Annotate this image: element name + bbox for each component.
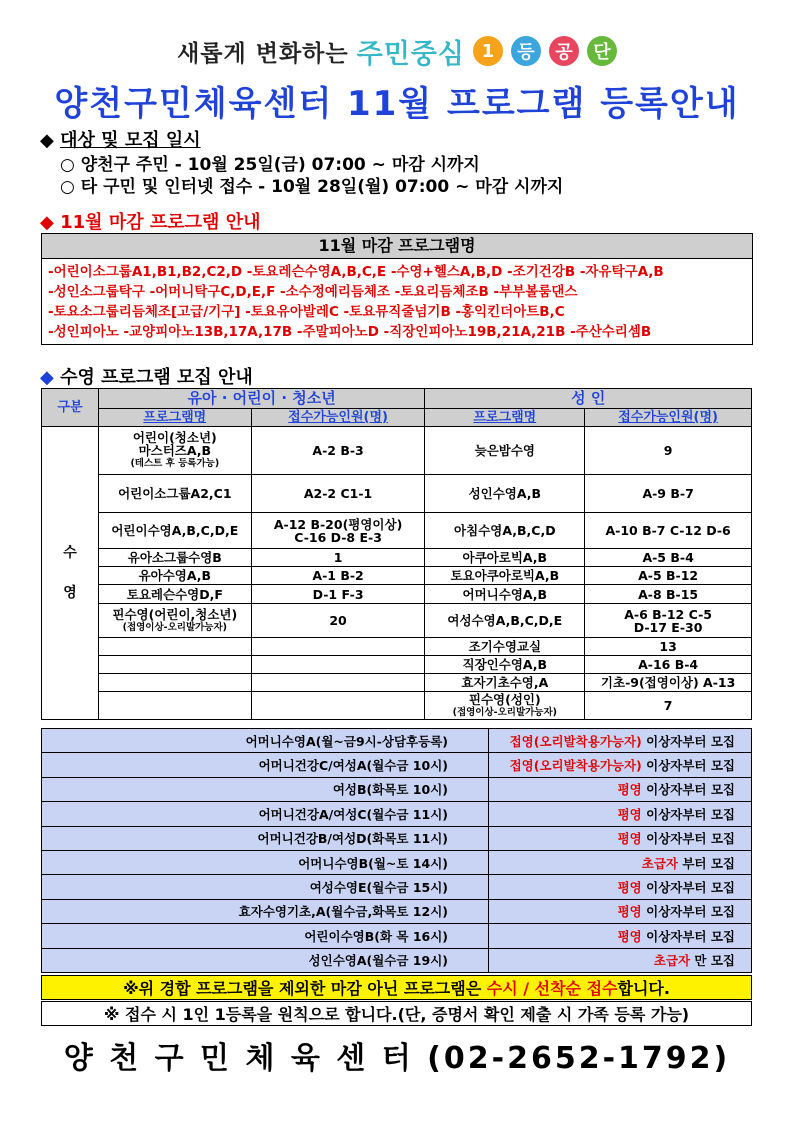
- group-adult-header: 성 인: [425, 389, 752, 409]
- side-label-char: 영: [63, 585, 77, 601]
- table-row: [42, 674, 752, 692]
- requirement-text: 이상자부터 모집: [641, 733, 735, 749]
- diamond-bullet-icon: ◆: [40, 212, 54, 233]
- side-label-char: 수: [63, 545, 77, 561]
- requirement-highlight: 접영(오리발착용가능자): [509, 758, 642, 774]
- section-schedule-heading: [40, 126, 201, 152]
- competitive-program: 여성B(화목토 10시): [42, 777, 489, 801]
- table-row: [42, 549, 752, 567]
- youth-capacity-cell: D-1 F-3: [251, 585, 425, 604]
- closed-programs-title: 11월 마감 프로그램명: [42, 234, 752, 259]
- competitive-program: 어린이수영B(화 목 16시): [42, 924, 489, 948]
- notice-text: 합니다.: [617, 979, 670, 998]
- program-name: 핀수영(성인): [468, 691, 541, 707]
- table-row: [42, 777, 752, 801]
- youth-capacity-cell: A-1 B-2: [251, 567, 425, 585]
- capacity-line: D-17 E-30: [633, 619, 703, 635]
- requirement-text: 만 모집: [690, 953, 735, 969]
- slogan-circle-4: 단: [587, 36, 617, 66]
- section-swim-title: 수영 프로그램 모집 안내: [60, 367, 253, 388]
- slogan-circle-1: 1: [473, 36, 503, 66]
- table-row: [42, 826, 752, 850]
- slogan-circle-2: 등: [511, 36, 541, 66]
- youth-program-cell: [98, 656, 251, 674]
- adult-program-cell: 아쿠아로빅A,B: [425, 549, 585, 567]
- table-row: [42, 604, 752, 638]
- requirement-text: 이상자부터 모집: [641, 928, 735, 944]
- competitive-program: 어머니건강A/여성C(월수금 11시): [42, 802, 489, 826]
- adult-program-cell: 직장인수영A,B: [425, 656, 585, 674]
- adult-capacity-cell: A-8 B-15: [585, 585, 752, 604]
- closed-line: -어린이소그룹A1,B1,B2,C2,D -토요레슨수영A,B,C,E -수영+헬스A,B,D -조기건강B -자유탁구A,B: [48, 264, 664, 280]
- gubun-header: 구분: [42, 389, 99, 427]
- youth-program-cell: [98, 674, 251, 692]
- table-row: [42, 948, 752, 972]
- notice-one-registration: ※ 접수 시 1인 1등록을 원칙으로 합니다.(단, 증명서 확인 제출 시 가족 등록 가능): [41, 1001, 752, 1026]
- youth-program-cell: 유아수영A,B: [98, 567, 251, 585]
- requirement-text: 부터 모집: [677, 855, 735, 871]
- adult-capacity-cell: 7: [585, 692, 752, 720]
- adult-program-cell: [425, 692, 585, 720]
- table-row: [42, 638, 752, 656]
- competitive-program: 성인수영A(월수금 19시): [42, 948, 489, 972]
- table-row: [42, 899, 752, 923]
- youth-program-cell: [98, 604, 251, 638]
- requirement-highlight: 초급자: [653, 953, 691, 969]
- competitive-requirement: [489, 777, 752, 801]
- competitive-program: 어머니건강C/여성A(월수금 10시): [42, 753, 489, 777]
- youth-program-cell: [98, 427, 251, 475]
- competitive-requirement: [489, 802, 752, 826]
- youth-capacity-cell: A2-2 C1-1: [251, 475, 425, 513]
- adult-program-cell: 성인수영A,B: [425, 475, 585, 513]
- program-note: (접영이상-오리발가능자): [452, 706, 558, 718]
- competitive-requirement: [489, 924, 752, 948]
- youth-program-cell: 어린이수영A,B,C,D,E: [98, 513, 251, 549]
- slogan-main: 주민중심: [356, 38, 465, 70]
- program-name: 핀수영(어린이,청소년): [112, 606, 238, 622]
- capacity-line: A-6 B-12 C-5: [624, 606, 712, 622]
- col-capacity-adult: 접수가능인원(명): [585, 409, 752, 427]
- youth-capacity-cell: [251, 674, 425, 692]
- adult-capacity-cell: A-10 B-7 C-12 D-6: [585, 513, 752, 549]
- swim-table: [41, 388, 752, 720]
- requirement-highlight: 평영: [617, 928, 642, 944]
- section-schedule-title: 대상 및 모집 일시: [60, 130, 201, 151]
- competitive-requirement: [489, 729, 752, 753]
- competitive-requirement: [489, 899, 752, 923]
- program-name: 마스터즈A,B: [138, 443, 212, 458]
- footer-contact: 양 천 구 민 체 육 센 터 (02-2652-1792): [63, 1041, 731, 1076]
- competitive-requirement: [489, 948, 752, 972]
- adult-capacity-cell: A-5 B-12: [585, 567, 752, 585]
- section-closed-title: 11월 마감 프로그램 안내: [60, 212, 261, 233]
- adult-program-cell: 아침수영A,B,C,D: [425, 513, 585, 549]
- requirement-highlight: 평영: [617, 831, 642, 847]
- closed-line: -토요소그룹리듬체조[고급/기구] -토요유아발레C -토요뮤직줄넘기B -홍익킨더아트B,C: [48, 304, 565, 320]
- competitive-requirement: [489, 850, 752, 874]
- col-program-adult: 프로그램명: [425, 409, 585, 427]
- requirement-text: 이상자부터 모집: [641, 831, 735, 847]
- adult-capacity-cell: 기초-9(접영이상) A-13: [585, 674, 752, 692]
- adult-program-cell: 효자기초수영,A: [425, 674, 585, 692]
- competitive-program: 어머니수영B(월~토 14시): [42, 850, 489, 874]
- adult-program-cell: 토요아쿠아로빅A,B: [425, 567, 585, 585]
- section-swim-heading: [40, 363, 253, 389]
- schedule-item-nonresident: ○ 타 구민 및 인터넷 접수 - 10월 28일(월) 07:00 ~ 마감 시까지: [60, 177, 564, 197]
- capacity-line: A-12 B-20(평영이상): [273, 516, 403, 532]
- competitive-program: 어머니수영A(월~금9시-상담후등록): [42, 729, 489, 753]
- program-note: (테스트 후 등록가능): [130, 458, 220, 469]
- adult-capacity-cell: A-9 B-7: [585, 475, 752, 513]
- table-row: [42, 427, 752, 475]
- adult-capacity-cell: A-5 B-4: [585, 549, 752, 567]
- adult-capacity-cell: A-16 B-4: [585, 656, 752, 674]
- diamond-bullet-icon: ◆: [40, 367, 54, 388]
- table-row: [42, 875, 752, 899]
- youth-program-cell: [98, 638, 251, 656]
- table-row: [42, 585, 752, 604]
- youth-program-cell: [98, 692, 251, 720]
- competitive-requirement: [489, 753, 752, 777]
- adult-program-cell: 여성수영A,B,C,D,E: [425, 604, 585, 638]
- diamond-bullet-icon: ◆: [40, 130, 54, 151]
- table-row: [42, 513, 752, 549]
- side-label: [42, 427, 99, 720]
- youth-program-cell: 유아소그룹수영B: [98, 549, 251, 567]
- col-capacity-youth: 접수가능인원(명): [251, 409, 425, 427]
- adult-program-cell: 어머니수영A,B: [425, 585, 585, 604]
- capacity-line: C-16 D-8 E-3: [294, 529, 382, 545]
- competitive-program: 어머니건강B/여성D(화목토 11시): [42, 826, 489, 850]
- table-row: [42, 924, 752, 948]
- slogan-circle-3: 공: [549, 36, 579, 66]
- section-closed-heading: [40, 208, 260, 234]
- adult-capacity-cell: 13: [585, 638, 752, 656]
- table-row: [42, 692, 752, 720]
- adult-capacity-cell: 9: [585, 427, 752, 475]
- requirement-highlight: 접영(오리발착용가능자): [509, 733, 642, 749]
- requirement-highlight: 평영: [617, 782, 642, 798]
- table-row: [42, 802, 752, 826]
- program-name: 어린이(청소년): [132, 430, 217, 445]
- youth-capacity-cell: 20: [251, 604, 425, 638]
- schedule-item-resident: ○ 양천구 주민 - 10월 25일(금) 07:00 ~ 마감 시까지: [60, 155, 480, 175]
- closed-programs-list: [42, 259, 752, 345]
- table-row: [42, 850, 752, 874]
- requirement-highlight: 평영: [617, 880, 642, 896]
- requirement-highlight: 평영: [617, 904, 642, 920]
- table-row: [42, 753, 752, 777]
- adult-program-cell: 늦은밤수영: [425, 427, 585, 475]
- notice-text: ※위 경합 프로그램을 제외한 마감 아닌 프로그램은: [123, 979, 487, 998]
- youth-capacity-cell: [251, 513, 425, 549]
- requirement-text: 이상자부터 모집: [641, 806, 735, 822]
- slogan-prefix: 새롭게 변화하는: [177, 40, 349, 67]
- requirement-highlight: 초급자: [641, 855, 678, 871]
- table-row: [42, 656, 752, 674]
- requirement-text: 이상자부터 모집: [641, 904, 735, 920]
- youth-capacity-cell: [251, 656, 425, 674]
- youth-capacity-cell: [251, 692, 425, 720]
- competitive-programs-table: [41, 728, 752, 973]
- table-row: [42, 567, 752, 585]
- page-title: 양천구민체육센터 11월 프로그램 등록안내: [54, 84, 740, 124]
- group-youth-header: 유아 · 어린이 · 청소년: [98, 389, 425, 409]
- competitive-requirement: [489, 875, 752, 899]
- youth-capacity-cell: A-2 B-3: [251, 427, 425, 475]
- table-row: [42, 729, 752, 753]
- program-note: (접영이상-오리발가능자): [122, 621, 228, 633]
- competitive-requirement: [489, 826, 752, 850]
- youth-capacity-cell: 1: [251, 549, 425, 567]
- youth-capacity-cell: [251, 638, 425, 656]
- requirement-text: 이상자부터 모집: [641, 782, 735, 798]
- youth-program-cell: 어린이소그룹A2,C1: [98, 475, 251, 513]
- competitive-program: 효자수영기초,A(월수금,화목토 12시): [42, 899, 489, 923]
- requirement-text: 이상자부터 모집: [641, 880, 735, 896]
- notice-highlight: 수시 / 선착순 접수: [486, 979, 618, 998]
- table-row: [42, 475, 752, 513]
- slogan: [0, 34, 794, 68]
- col-program-youth: 프로그램명: [98, 409, 251, 427]
- closed-line: -성인소그룹탁구 -어머니탁구C,D,E,F -소수정예리듬체조 -토요리듬체조B -부부볼룸댄스: [48, 284, 578, 300]
- adult-program-cell: 조기수영교실: [425, 638, 585, 656]
- competitive-program: 여성수영E(월수금 15시): [42, 875, 489, 899]
- adult-capacity-cell: [585, 604, 752, 638]
- requirement-text: 이상자부터 모집: [641, 758, 735, 774]
- requirement-highlight: 평영: [617, 806, 642, 822]
- youth-program-cell: 토요레슨수영D,F: [98, 585, 251, 604]
- closed-line: -성인피아노 -교양피아노13B,17A,17B -주말피아노D -직장인피아노19B,21A,21B -주산수리셈B: [48, 324, 652, 340]
- notice-first-come: [41, 975, 752, 1000]
- closed-programs-box: [41, 233, 753, 345]
